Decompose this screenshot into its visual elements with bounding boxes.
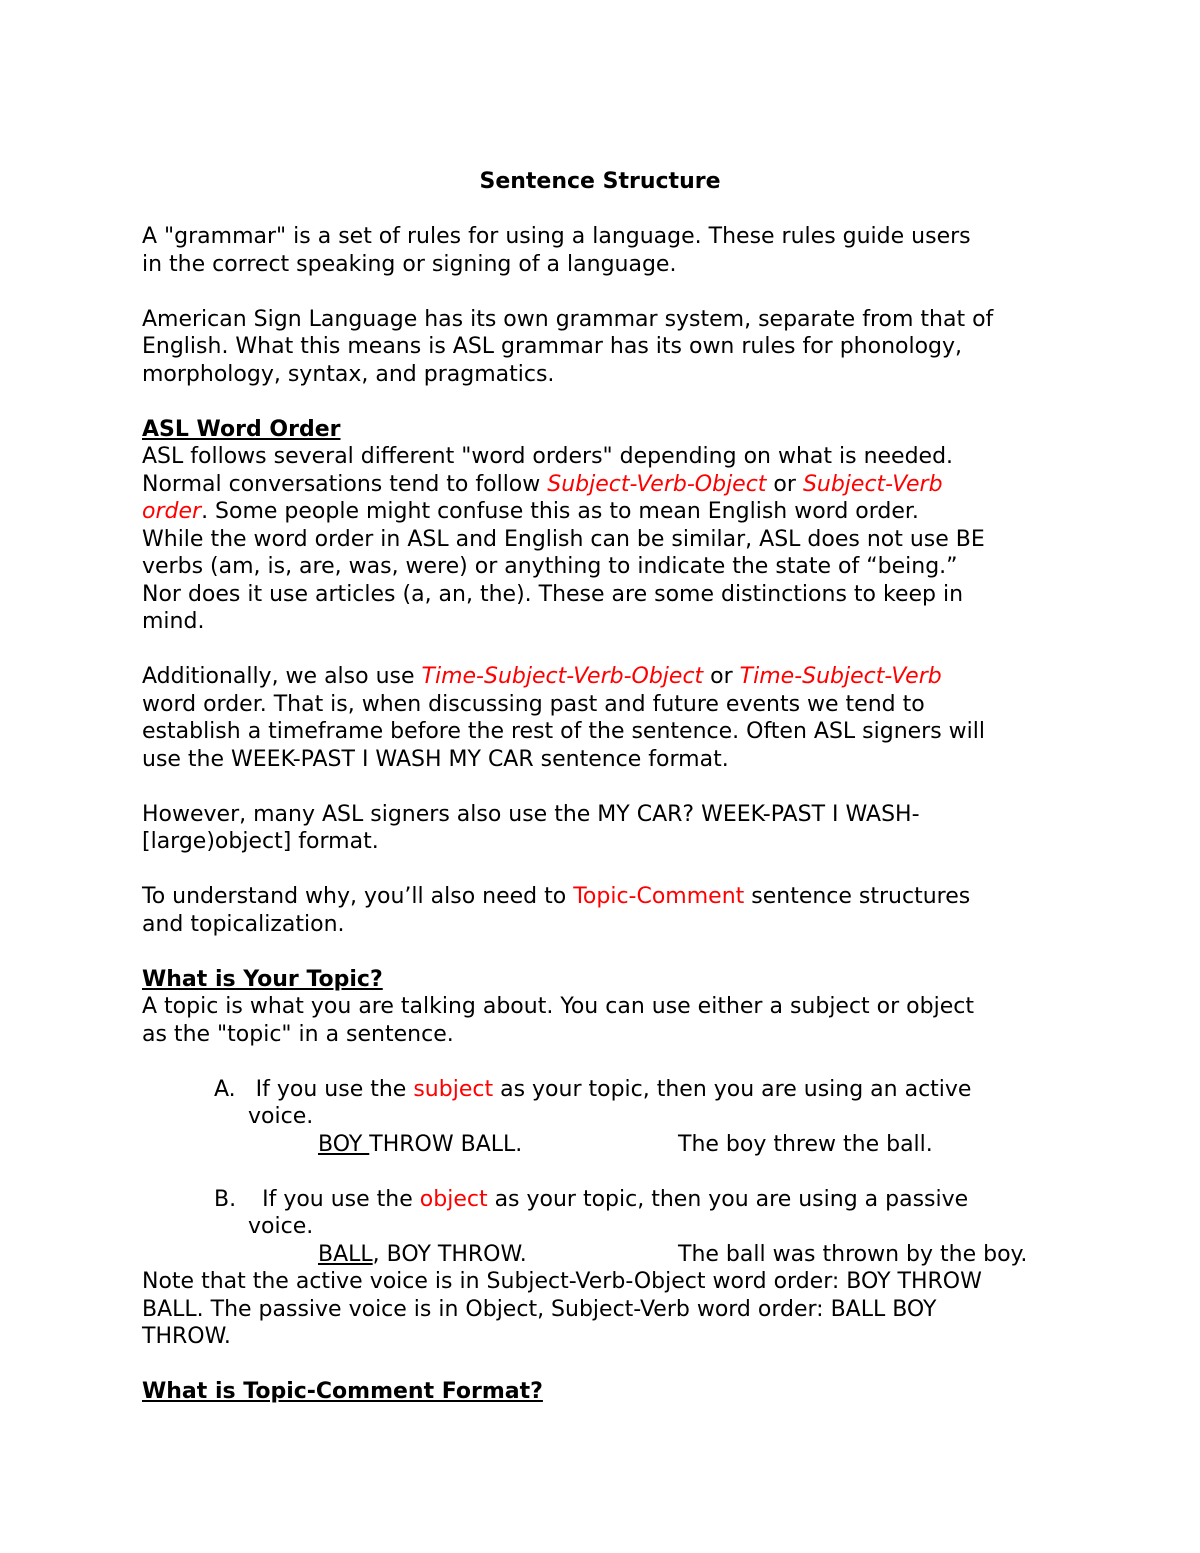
highlight-term: Subject-Verb-Object	[547, 471, 767, 497]
paragraph-note	[142, 1268, 1072, 1351]
text-line: Note that the active voice is in Subject-Verb-Object word order: BOY THROW	[142, 1269, 982, 1294]
text-span: Normal conversations tend to follow	[142, 471, 548, 497]
text-line: use the WEEK-PAST I WASH MY CAR sentence format.	[142, 746, 729, 772]
text-line	[142, 498, 1072, 526]
list-item-a	[142, 1076, 1072, 1159]
text-span: Additionally, we also use	[142, 664, 422, 689]
section-heading-asl-word-order: ASL Word Order	[142, 416, 341, 442]
text-line: verbs (am, is, are, was, were) or anything to indicate the state of “being.”	[142, 554, 958, 579]
text-span: THROW BALL.	[369, 1131, 523, 1157]
text-line: voice.	[248, 1104, 314, 1129]
section-heading-topic-comment: What is Topic-Comment Format?	[142, 1379, 543, 1404]
list-marker: B.	[214, 1186, 237, 1212]
text-span: , BOY THROW.	[372, 1241, 527, 1267]
text-span: as your topic, then you are using a passive	[487, 1186, 969, 1212]
text-span: . Some people might confuse this as to mean English word order.	[201, 499, 919, 524]
text-line: morphology, syntax, and pragmatics.	[142, 361, 555, 387]
text-line: voice.	[248, 1214, 314, 1239]
list-marker: A.	[214, 1076, 236, 1102]
text-line: American Sign Language has its own grammar system, separate from that of	[142, 306, 994, 332]
text-line: However, many ASL signers also use the MY CAR? WEEK-PAST I WASH-	[142, 801, 920, 827]
text-line: ASL follows several different "word orders" depending on what is needed.	[142, 444, 954, 469]
text-line: While the word order in ASL and English can be similar, ASL does not use BE	[142, 526, 985, 552]
highlight-term: Topic-Comment	[573, 884, 745, 909]
example-line	[142, 1241, 1072, 1269]
highlight-term: object	[419, 1186, 488, 1212]
text-line: Nor does it use articles (a, an, the). These are some distinctions to keep in	[142, 581, 964, 607]
text-span: If you use the	[255, 1076, 414, 1102]
text-line: as the "topic" in a sentence.	[142, 1021, 454, 1047]
text-line: establish a timeframe before the rest of the sentence. Often ASL signers will	[142, 719, 986, 744]
list-item-b	[142, 1186, 1072, 1269]
text-line: A "grammar" is a set of rules for using a language. These rules guide users	[142, 224, 971, 249]
example-line	[142, 1131, 1072, 1159]
paragraph-topic-definition	[142, 993, 1072, 1048]
paragraph-word-order	[142, 443, 1072, 636]
highlight-term: order	[142, 499, 202, 524]
text-line: [large)object] format.	[142, 829, 379, 854]
highlight-term: subject	[413, 1076, 494, 1102]
text-line	[142, 1186, 1072, 1214]
text-line: English. What this means is ASL grammar has its own rules for phonology,	[142, 334, 963, 359]
text-span: To understand why, you’ll also need to	[142, 884, 574, 909]
text-line: BALL. The passive voice is in Object, Subject-Verb word order: BALL BOY	[142, 1296, 937, 1322]
english-translation: The boy threw the ball.	[678, 1131, 933, 1157]
paragraph-time-order	[142, 663, 1072, 773]
paragraph-grammar-definition	[142, 223, 1072, 278]
page-title: Sentence Structure	[479, 169, 721, 194]
highlight-term: Time-Subject-Verb	[739, 664, 942, 689]
text-line: in the correct speaking or signing of a language.	[142, 251, 677, 277]
text-line: mind.	[142, 609, 205, 634]
text-line: THROW.	[142, 1324, 231, 1349]
paragraph-topic-comment-intro	[142, 883, 1072, 938]
text-span: sentence structures	[744, 884, 971, 909]
paragraph-asl-grammar	[142, 306, 1072, 389]
document-body	[142, 168, 1072, 1406]
text-span: or	[766, 471, 803, 497]
section-heading-topic: What is Your Topic?	[142, 966, 383, 992]
english-translation: The ball was thrown by the boy.	[678, 1241, 1028, 1267]
topic-underline: BOY	[318, 1131, 370, 1157]
text-line	[142, 663, 1072, 691]
topic-underline: BALL	[318, 1241, 373, 1267]
highlight-term: Subject-Verb	[802, 471, 943, 497]
text-line: word order. That is, when discussing past and future events we tend to	[142, 691, 925, 717]
highlight-term: Time-Subject-Verb-Object	[421, 664, 704, 689]
text-line: and topicalization.	[142, 911, 345, 937]
paragraph-alt-format	[142, 801, 1072, 856]
text-span: or	[703, 664, 740, 689]
text-line	[142, 471, 1072, 499]
text-line: A topic is what you are talking about. You can use either a subject or object	[142, 994, 974, 1019]
text-line	[142, 1076, 1072, 1104]
text-span: If you use the	[262, 1186, 420, 1212]
asl-gloss	[142, 1241, 678, 1269]
text-span: as your topic, then you are using an active	[493, 1076, 972, 1102]
asl-gloss	[142, 1131, 678, 1159]
text-line	[142, 883, 1072, 911]
